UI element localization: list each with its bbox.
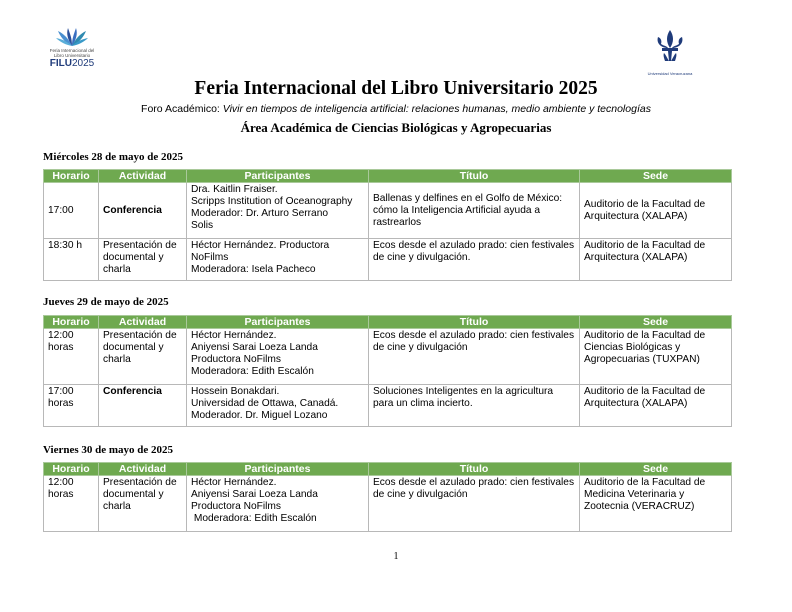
cell-horario: 17:00 xyxy=(44,183,99,239)
column-header-actividad: Actividad xyxy=(99,463,187,476)
cell-titulo: Ecos desde el azulado prado: cien festivales de cine y divulgación xyxy=(369,329,580,385)
table-row xyxy=(44,239,732,281)
cell-participantes: Héctor Hernández. Productora NoFilms Moderadora: Isela Pacheco xyxy=(187,239,369,281)
academic-area-heading: Área Académica de Ciencias Biológicas y Agropecuarias xyxy=(240,120,552,135)
table-header-row xyxy=(44,170,732,183)
schedule-table-2 xyxy=(43,315,732,427)
cell-sede: Auditorio de la Facultad de Medicina Veterinaria y Zootecnia (VERACRUZ) xyxy=(580,476,732,532)
filu-logo xyxy=(42,26,102,78)
cell-actividad: Conferencia xyxy=(99,385,187,427)
table-header-row xyxy=(44,463,732,476)
column-header-participantes: Participantes xyxy=(187,463,369,476)
cell-horario: 12:00 horas xyxy=(44,329,99,385)
column-header-participantes: Participantes xyxy=(187,316,369,329)
logo-left-mark: FILU2025 xyxy=(49,58,95,69)
cell-actividad: Conferencia xyxy=(99,183,187,239)
cell-horario: 18:30 h xyxy=(44,239,99,281)
cell-titulo: Ballenas y delfines en el Golfo de México: cómo la Inteligencia Artificial ayuda a rastrearlos xyxy=(369,183,580,239)
column-header-sede: Sede xyxy=(580,316,732,329)
cell-sede: Auditorio de la Facultad de Ciencias Biológicas y Agropecuarias (TUXPAN) xyxy=(580,329,732,385)
column-header-participantes: Participantes xyxy=(187,170,369,183)
fleur-de-lis-icon xyxy=(653,28,687,66)
column-header-titulo: Título xyxy=(369,170,580,183)
logo-left-line-1: Feria Internacional del xyxy=(49,48,95,53)
cell-sede: Auditorio de la Facultad de Arquitectura (XALAPA) xyxy=(580,183,732,239)
cell-horario: 12:00 horas xyxy=(44,476,99,532)
cell-actividad: Presentación de documental y charla xyxy=(99,329,187,385)
column-header-horario: Horario xyxy=(44,316,99,329)
cell-titulo: Ecos desde el azulado prado: cien festivales de cine y divulgación. xyxy=(369,239,580,281)
day-heading-3: Viernes 30 de mayo de 2025 xyxy=(43,444,174,456)
cell-actividad: Presentación de documental y charla xyxy=(99,239,187,281)
logo-right-label: Universidad Veracruzana xyxy=(647,71,693,76)
cell-titulo: Soluciones Inteligentes en la agricultura para un clima incierto. xyxy=(369,385,580,427)
day-heading-2: Jueves 29 de mayo de 2025 xyxy=(43,296,169,308)
column-header-horario: Horario xyxy=(44,170,99,183)
schedule-table-1 xyxy=(43,169,732,281)
page-subtitle: Foro Académico: Vivir en tiempos de inteligencia artificial: relaciones humanas, medio ambiente y tecnologías xyxy=(141,103,651,115)
column-header-actividad: Actividad xyxy=(99,170,187,183)
table-row xyxy=(44,385,732,427)
uv-logo xyxy=(644,28,696,76)
column-header-horario: Horario xyxy=(44,463,99,476)
day-heading-1: Miércoles 28 de mayo de 2025 xyxy=(43,151,184,163)
table-row xyxy=(44,183,732,239)
page-title: Feria Internacional del Libro Universitario 2025 xyxy=(194,78,598,99)
schedule-table-3 xyxy=(43,462,732,532)
cell-horario: 17:00 horas xyxy=(44,385,99,427)
column-header-sede: Sede xyxy=(580,170,732,183)
flower-icon xyxy=(54,26,90,48)
logo-left-line-2: Libro Universitario xyxy=(53,53,91,58)
column-header-titulo: Título xyxy=(369,463,580,476)
table-header-row xyxy=(44,316,732,329)
cell-participantes: Hossein Bonakdari. Universidad de Ottawa, Canadá. Moderador. Dr. Miguel Lozano xyxy=(187,385,369,427)
table-row xyxy=(44,329,732,385)
cell-participantes: Dra. Kaitlin Fraiser. Scripps Institution of Oceanography Moderador: Dr. Arturo Serrano Solis xyxy=(187,183,369,239)
page-number: 1 xyxy=(393,551,399,562)
cell-participantes: Héctor Hernández. Aniyensi Sarai Loeza Landa Productora NoFilms Moderadora: Edith Escalón xyxy=(187,329,369,385)
cell-sede: Auditorio de la Facultad de Arquitectura (XALAPA) xyxy=(580,385,732,427)
column-header-sede: Sede xyxy=(580,463,732,476)
cell-participantes: Héctor Hernández. Aniyensi Sarai Loeza Landa Productora NoFilms Moderadora: Edith Escalón xyxy=(187,476,369,532)
column-header-actividad: Actividad xyxy=(99,316,187,329)
cell-titulo: Ecos desde el azulado prado: cien festivales de cine y divulgación xyxy=(369,476,580,532)
cell-sede: Auditorio de la Facultad de Arquitectura (XALAPA) xyxy=(580,239,732,281)
column-header-titulo: Título xyxy=(369,316,580,329)
table-row xyxy=(44,476,732,532)
cell-actividad: Presentación de documental y charla xyxy=(99,476,187,532)
